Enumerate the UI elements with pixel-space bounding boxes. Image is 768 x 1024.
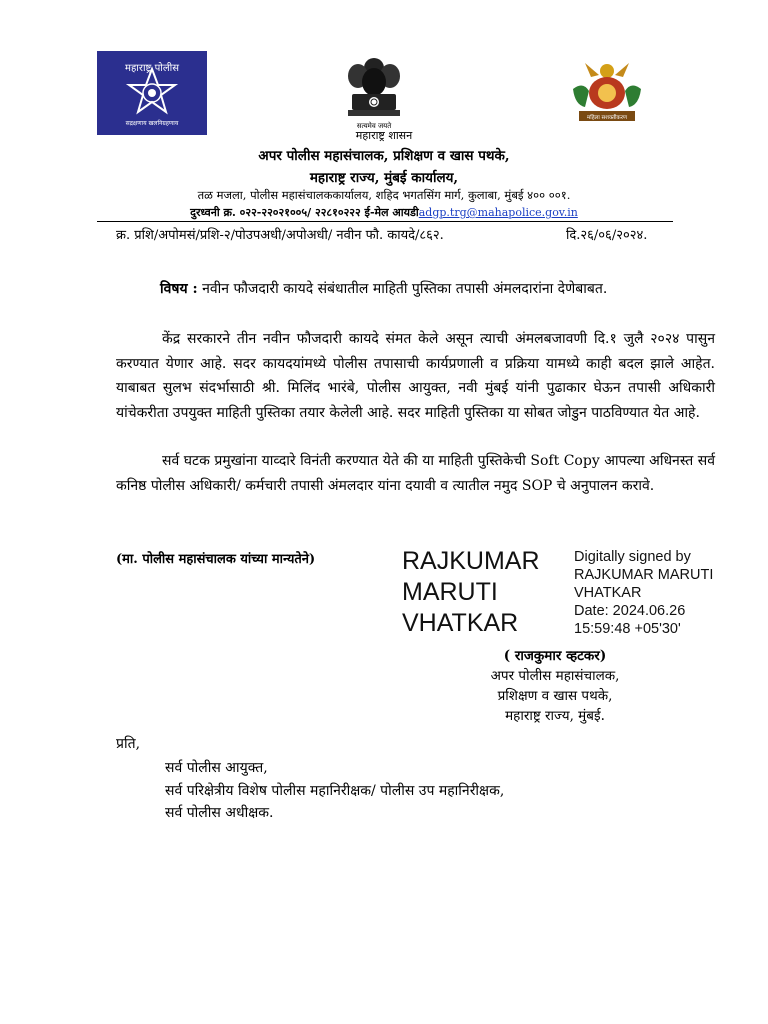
approval-note: (मा. पोलीस महासंचालक यांच्या मान्यतेने) — [116, 552, 316, 567]
office-title-line2: महाराष्ट्र राज्य, मुंबई कार्यालय, — [309, 170, 459, 186]
signature-detail-line: RAJKUMAR MARUTI — [574, 567, 714, 583]
reference-number: क्र. प्रशि/अपोमसं/प्रशि-२/पोउपअधी/अपोअधी/ नवीन फौ. कायदे/८६२. — [116, 228, 444, 243]
office-title-line1: अपर पोलीस महासंचालक, प्रशिक्षण व खास पथके, — [258, 148, 510, 164]
digital-signature-name — [402, 546, 540, 639]
subject-label: विषय : — [160, 281, 198, 297]
signature-detail-line: Digitally signed by — [574, 549, 691, 565]
recipients-label: प्रति, — [116, 736, 141, 752]
subject-text: नवीन फौजदारी कायदे संबंधातील माहिती पुस्तिका तपासी अंमलदारांना देणेबाबत. — [197, 281, 608, 297]
signature-detail-line: Date: 2024.06.26 — [574, 603, 686, 619]
signature-name-line: RAJKUMAR — [402, 547, 540, 575]
subject-line — [160, 279, 607, 298]
office-address: तळ मजला, पोलीस महासंचालककार्यालय, शहिद भगतसिंग मार्ग, कुलाबा, मुंबई ४०० ००१. — [197, 188, 571, 202]
logo-motto: सद्रक्षणाय खलनिग्रहणाय — [125, 120, 179, 127]
contact-line — [0, 205, 768, 220]
recipient-item: सर्व पोलीस आयुक्त, — [165, 760, 268, 776]
header-divider — [97, 221, 673, 222]
reference-date: दि.२६/०६/२०२४. — [566, 228, 648, 243]
signature-detail-line: 15:59:48 +05'30' — [574, 621, 681, 637]
signature-name-line: MARUTI — [402, 578, 498, 606]
digital-signature-details — [574, 548, 713, 638]
recipient-item: सर्व परिक्षेत्रीय विशेष पोलीस महानिरीक्षक/ पोलीस उप महानिरीक्षक, — [165, 782, 505, 799]
emblem-motto: सत्यमेव जयते — [356, 122, 392, 130]
email-link[interactable]: adgp.trg@mahapolice.gov.in — [418, 206, 578, 219]
signature-detail-line: VHATKAR — [574, 585, 642, 601]
body-paragraph-1: केंद्र सरकारने तीन नवीन फौजदारी कायदे संमत केले असून त्याची अंमलबजावणी दि.१ जुलै २०२४ पासुन करण्यात येणार आहे. सदर कायदयांमध्ये पोलीस तपासाची कार्यप्रणाली व प्रक्रिया यामध्ये काही बदल झाले आहेत. याबाबत सुलभ संदर्भासाठी श्री. मिलिंद भारंबे, पोलीस आयुक्त, नवी मुंबई यांनी पुढाकार घेऊन तपासी अधिकारी यांचेकरीता उपयुक्त माहिती पुस्तिका तयार केलेली आहे. सदर माहिती पुस्तिका या सोबत जोडुन पाठविण्यात येत आहे. — [116, 331, 715, 421]
lion-capital-icon — [336, 52, 412, 134]
signature-name-line: VHATKAR — [402, 609, 519, 637]
body-paragraph-2: सर्व घटक प्रमुखांना याव्दारे विनंती करण्यात येते की या माहिती पुस्तिकेची Soft Copy आपल्या अधिनस्त सर्व कनिष्ठ पोलीस अधिकारी/ कर्मचारी तपासी अंमलदार यांना दयावी व त्यातील नमुद SOP चे अनुपालन करावे. — [116, 453, 715, 494]
crest-icon — [565, 55, 649, 133]
govt-name: महाराष्ट्र शासन — [355, 129, 413, 142]
recipients-list — [165, 757, 504, 825]
signatory-location: महाराष्ट्र राज्य, मुंबई. — [505, 708, 605, 724]
national-emblem — [336, 52, 412, 134]
signatory-designation: अपर पोलीस महासंचालक, — [490, 668, 620, 684]
signatory-block — [440, 646, 670, 726]
logo-text-top: महाराष्ट्र पोलीस — [125, 63, 179, 74]
recipient-item: सर्व पोलीस अधीक्षक. — [165, 805, 274, 821]
maharashtra-police-logo — [97, 51, 207, 135]
women-empowerment-logo — [565, 55, 649, 133]
phone-text: दुरध्वनी क्र. ०२२-२२०२१००५/ २२८१०२२२ ई-मेल आयडी — [190, 206, 419, 219]
crest-caption: महिला सशक्तीकरण — [587, 115, 627, 121]
signatory-department: प्रशिक्षण व खास पथके, — [497, 688, 613, 704]
signatory-name: ( राजकुमार व्हटकर) — [503, 648, 607, 664]
